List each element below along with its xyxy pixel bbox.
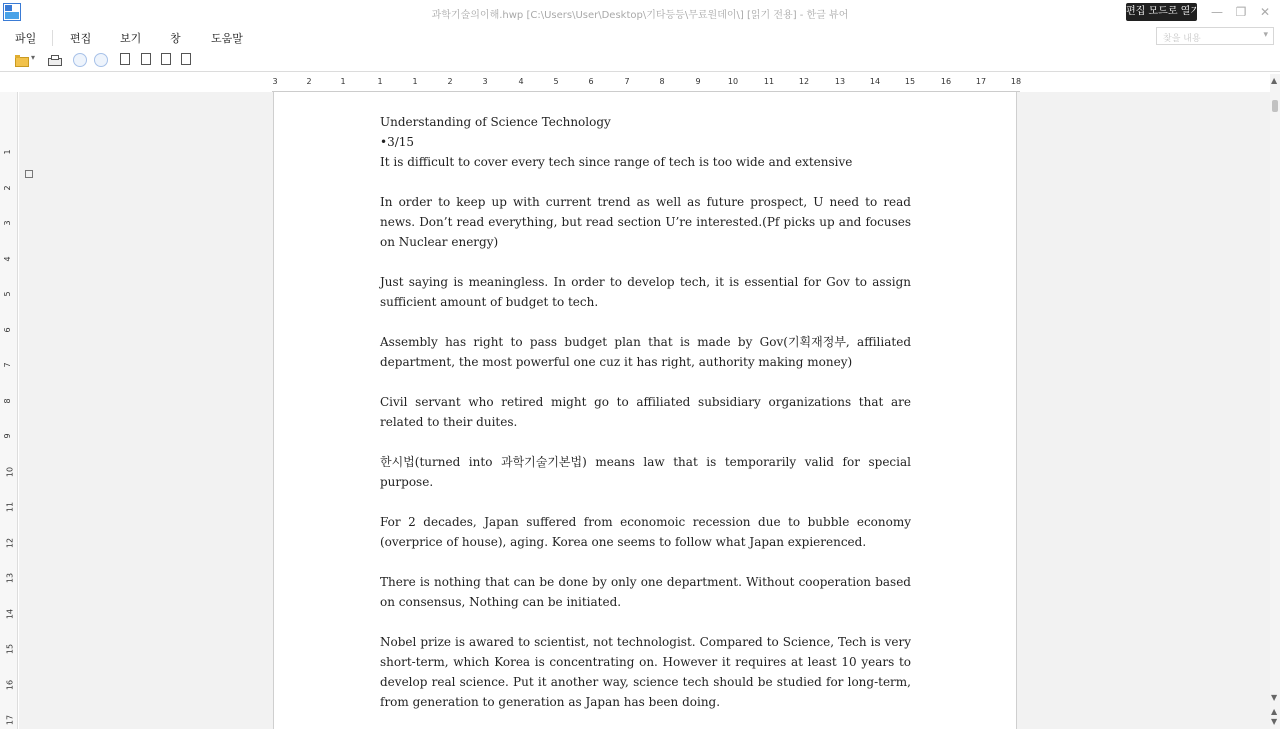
edit-mode-button[interactable]: 편집 모드로 열기 <box>1126 3 1197 21</box>
ruler-tick-label: 2 <box>306 77 312 86</box>
document-date: •3/15 <box>380 135 415 149</box>
ruler-tick-label: 17 <box>975 77 987 86</box>
ruler-tick-label: 1 <box>340 77 346 86</box>
ruler-tick-label: 9 <box>3 433 13 439</box>
menu-file[interactable]: 파일 <box>15 32 37 45</box>
ruler-tick-label: 7 <box>3 362 13 368</box>
title-bar <box>0 0 1280 26</box>
ruler-tick-label: 10 <box>5 466 15 477</box>
ruler-tick-label: 18 <box>1010 77 1022 86</box>
page-width-icon[interactable] <box>141 53 151 65</box>
menu-bar <box>0 26 1280 48</box>
close-icon[interactable]: ✕ <box>1259 5 1271 19</box>
ruler-tick-label: 5 <box>553 77 559 86</box>
scroll-down-icon[interactable]: ▼ <box>1271 693 1278 702</box>
ruler-tick-label: 12 <box>798 77 810 86</box>
paragraph: 한시법(turned into 과학기술기본법) means law that is temporarily valid for special purpose. <box>380 455 911 489</box>
chevron-down-icon[interactable]: ▾ <box>1263 30 1268 40</box>
document-heading: Understanding of Science Technology <box>380 115 611 129</box>
ruler-tick-label: 5 <box>3 291 13 297</box>
ruler-tick-label: 13 <box>834 77 846 86</box>
menu-view[interactable]: 보기 <box>120 32 142 45</box>
ruler-tick-label: 14 <box>869 77 881 86</box>
toolbar <box>0 48 1280 72</box>
ruler-tick-label: 1 <box>3 149 13 155</box>
ruler-tick-label: 11 <box>763 77 775 86</box>
ruler-tick-label: 3 <box>272 77 278 86</box>
page-up-icon[interactable]: ▲ <box>1271 707 1278 716</box>
ruler-tick-label: 17 <box>5 714 15 726</box>
scroll-up-icon[interactable]: ▲ <box>1271 76 1278 85</box>
page-fit-icon[interactable] <box>161 53 171 65</box>
vertical-ruler[interactable] <box>0 92 18 729</box>
minimize-icon[interactable]: — <box>1211 5 1223 19</box>
ruler-tick-label: 7 <box>624 77 630 86</box>
comment-show-icon[interactable] <box>94 53 108 67</box>
open-dropdown-icon[interactable]: ▾ <box>31 53 36 62</box>
ruler-tick-label: 4 <box>518 77 524 86</box>
page-down-icon[interactable]: ▼ <box>1271 717 1278 726</box>
ruler-tick-label: 6 <box>3 326 13 333</box>
ruler-tick-label: 15 <box>904 77 916 86</box>
document-workspace <box>19 92 1270 729</box>
vertical-scrollbar[interactable] <box>1270 74 1280 729</box>
ruler-tick-label: 10 <box>727 77 739 86</box>
window-title: 과학기술의이해.hwp [C:\Users\User\Desktop\기타등등\무료원데이\] [읽기 전용] - 한글 뷰어 <box>431 10 849 21</box>
ruler-corner-icon <box>25 170 33 178</box>
ruler-tick-label: 14 <box>5 608 15 619</box>
page-zoom-icon[interactable] <box>181 53 191 65</box>
ruler-tick-label: 16 <box>5 679 15 690</box>
ruler-tick-label: 11 <box>5 501 15 513</box>
ruler-tick-label: 1 <box>377 77 383 86</box>
menu-edit[interactable]: 편집 <box>70 32 92 45</box>
ruler-tick-label: 3 <box>3 220 13 226</box>
open-icon[interactable] <box>14 53 28 67</box>
ruler-tick-label: 16 <box>940 77 952 86</box>
document-body <box>380 112 911 729</box>
paragraph: For 2 decades, Japan suffered from economoic recession due to bubble economy (overprice of house), aging. Korea one seems to follow what Japan expierenced. <box>380 515 911 549</box>
comment-icon[interactable] <box>73 53 87 67</box>
menu-divider <box>52 30 53 46</box>
ruler-tick-label: 4 <box>3 255 13 262</box>
ruler-tick-label: 3 <box>482 77 488 86</box>
ruler-tick-label: 6 <box>588 77 594 86</box>
scrollbar-thumb[interactable] <box>1272 100 1278 112</box>
restore-icon[interactable]: ❐ <box>1235 5 1247 19</box>
page-layout-icon[interactable] <box>120 53 130 65</box>
ruler-tick-label: 1 <box>412 77 418 86</box>
paragraph: Nobel prize is awared to scientist, not technologist. Compared to Science, Tech is very short-term, which Korea is concentrating on. However it requires at least 10 years to develop real science. Put it another way, science tech should be studied for long-term, from generation to generation as Japan has been doing. <box>380 635 911 709</box>
paragraph: Assembly has right to pass budget plan that is made by Gov(기획재정부, affiliated department, the most powerful one cuz it has right, authority making money) <box>380 335 911 369</box>
ruler-tick-label: 13 <box>5 572 15 584</box>
ruler-tick-label: 2 <box>3 184 13 191</box>
find-placeholder: 찾을 내용 <box>1163 34 1201 44</box>
ruler-tick-label: 2 <box>447 77 453 86</box>
ruler-tick-label: 15 <box>5 643 15 655</box>
ruler-tick-label: 9 <box>695 77 701 86</box>
ruler-tick-label: 8 <box>3 397 13 404</box>
menu-help[interactable]: 도움말 <box>211 32 243 45</box>
document-page <box>273 92 1017 729</box>
paragraph: Just saying is meaningless. In order to develop tech, it is essential for Gov to assign sufficient amount of budget to tech. <box>380 275 911 309</box>
menu-window[interactable]: 창 <box>170 32 181 45</box>
paragraph: Civil servant who retired might go to affiliated subsidiary organizations that are related to their duites. <box>380 395 911 429</box>
paragraph: It is difficult to cover every tech since range of tech is too wide and extensive <box>380 155 853 169</box>
paragraph: There is nothing that can be done by only one department. Without cooperation based on consensus, Nothing can be initiated. <box>380 575 911 609</box>
ruler-tick-label: 8 <box>659 77 665 86</box>
paragraph: In order to keep up with current trend as well as future prospect, U need to read news. Don’t read everything, but read section U’re interested.(Pf picks up and focuses on Nuclear energy) <box>380 195 911 249</box>
ruler-tick-label: 12 <box>5 537 15 548</box>
horizontal-ruler[interactable] <box>272 76 1020 92</box>
print-icon[interactable] <box>47 53 61 67</box>
find-input[interactable] <box>1156 27 1274 45</box>
